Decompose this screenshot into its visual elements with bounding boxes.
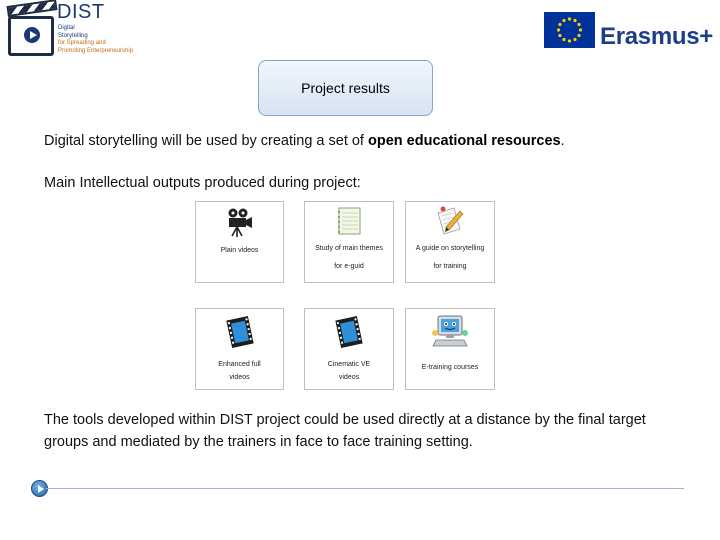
footer-divider xyxy=(46,488,684,489)
clapperboard-icon xyxy=(8,16,54,56)
output-caption: E-training courses xyxy=(421,364,479,371)
output-caption-line2: for e-guid xyxy=(334,263,364,270)
eu-star xyxy=(562,38,565,41)
output-tile-plain-videos xyxy=(195,201,284,283)
output-caption: A guide on storytelling xyxy=(415,245,485,252)
clapperboard-top xyxy=(6,0,57,17)
eu-star xyxy=(562,19,565,22)
eu-star xyxy=(557,28,560,31)
output-tile-storytelling-guide xyxy=(405,201,495,283)
eu-flag-icon xyxy=(544,12,595,48)
dist-logo-tagline xyxy=(58,25,133,55)
eu-star xyxy=(573,19,576,22)
output-tile-study-main-themes xyxy=(304,201,394,283)
erasmus-logo xyxy=(544,12,716,52)
computer-icon xyxy=(430,313,470,351)
dist-logo-name: DIST xyxy=(57,1,105,23)
dist-logo-line4: Promoting Enterpreneurship xyxy=(58,47,134,54)
dist-logo xyxy=(6,1,146,60)
eu-star xyxy=(573,38,576,41)
eu-star xyxy=(577,23,580,26)
outputs-heading: Main Intellectual outputs produced during project: xyxy=(44,175,361,191)
play-icon xyxy=(24,27,40,43)
output-caption-line2: videos xyxy=(338,374,360,381)
output-tile-e-training-courses xyxy=(405,308,495,390)
output-tile-enhanced-full-videos xyxy=(195,308,284,390)
highlighted-phrase: open educational resources xyxy=(368,133,561,149)
intro-text: Digital storytelling will be used by creating a set of open educational resources. xyxy=(44,133,565,149)
eu-star xyxy=(558,34,561,37)
dist-logo-line3: for Spreading and xyxy=(58,40,106,46)
output-caption-line2: for training xyxy=(433,263,467,270)
output-caption-line2: videos xyxy=(229,374,250,381)
film-strip-icon xyxy=(223,315,257,349)
output-caption: Study of main themes xyxy=(315,245,383,252)
pencil-paper-icon xyxy=(434,205,466,237)
eu-star xyxy=(568,17,571,20)
output-tile-cinematic-ve-videos xyxy=(304,308,394,390)
eu-star xyxy=(568,39,571,42)
film-strip-icon xyxy=(332,315,366,349)
eu-star xyxy=(579,28,582,31)
eu-star xyxy=(558,23,561,26)
dist-logo-line2: Storytelling xyxy=(58,32,88,39)
notebook-icon xyxy=(334,206,364,236)
output-caption: Enhanced full xyxy=(218,361,261,368)
output-caption: Plain videos xyxy=(220,247,259,254)
erasmus-wordmark: Erasmus+ xyxy=(600,23,714,50)
dist-logo-line1: Digital xyxy=(58,25,75,31)
eu-star xyxy=(577,34,580,37)
page-title: Project results xyxy=(258,60,433,116)
video-camera-icon xyxy=(224,206,256,238)
tools-description: The tools developed within DIST project could be used directly at a distance by the final target groups and mediated by the trainers in face to face training setting. xyxy=(44,412,646,450)
output-caption: Cinematic VE xyxy=(327,361,371,368)
